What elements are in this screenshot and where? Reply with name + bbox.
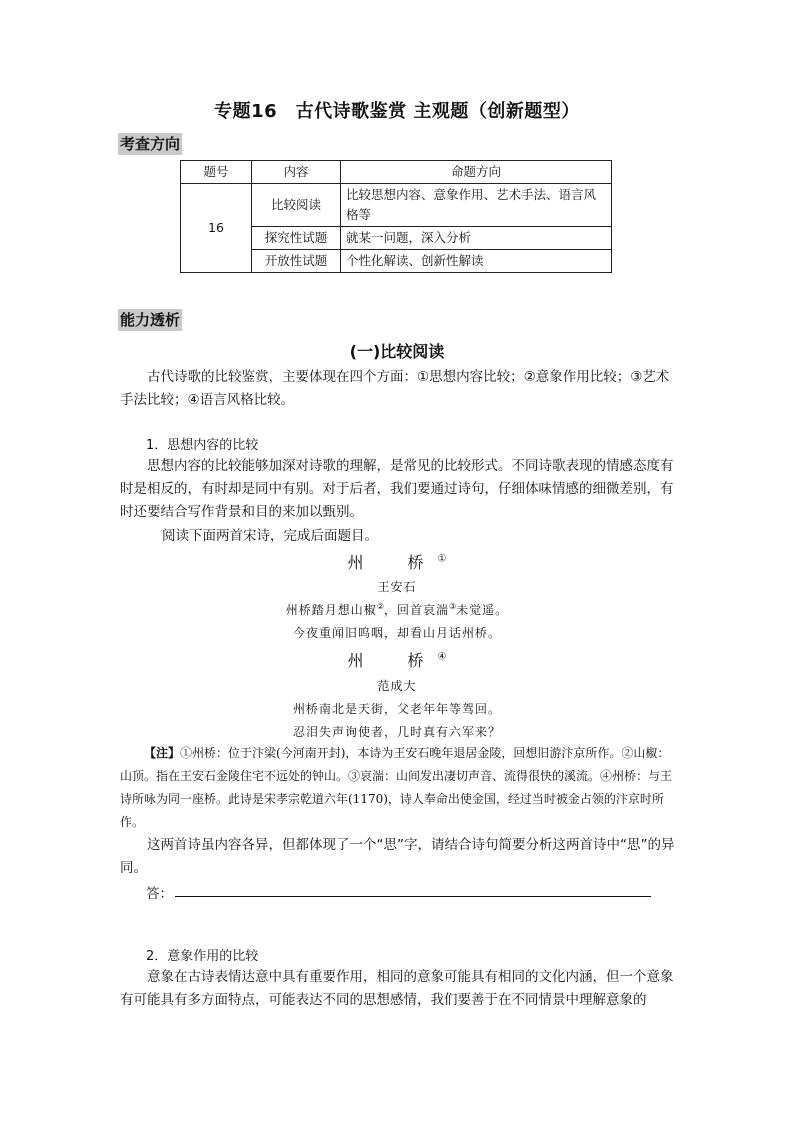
table-header-row [181, 161, 612, 184]
poem2-title-text: 州 桥 [347, 651, 438, 670]
poem1-title [0, 550, 794, 573]
item-heading-2: 2．意象作用的比较 [146, 949, 259, 964]
table-number-cell: 16 [181, 184, 252, 273]
table-row [181, 184, 612, 227]
item-heading-1: 1．思想内容的比较 [146, 438, 259, 453]
table-content-cell: 开放性试题 [252, 250, 341, 273]
answer-blank-line[interactable] [175, 896, 651, 897]
poem2-line-1: 州桥南北是天街，父老年年等驾回。 [292, 702, 501, 716]
note-text: ①州桥：位于汴梁(今河南开封)，本诗为王安石晚年退居金陵，回想旧游汴京所作。②山椒：山顶。指在王安石金陵住宅不远处的钟山。③哀湍：山间发出凄切声音、流得很快的溪流。④州桥：与王诗所咏为同一座桥。此诗是宋孝宗乾道六年(1170)，诗人奉命出使金国，经过当时被金占领的汴京时所作。 [120, 746, 673, 829]
poem1-line-1 [0, 601, 794, 618]
poem1-line-1-part: 州桥踏月想山椒 [285, 603, 377, 617]
poem2-title [0, 648, 794, 671]
table-header-cell: 题号 [181, 161, 252, 184]
poem1-line-2: 今夜重闻旧呜咽，却看山月话州桥。 [292, 626, 501, 640]
table-header-cell: 命题方向 [341, 161, 612, 184]
poem1-title-text: 州 桥 [347, 553, 438, 572]
question-text: 这两首诗虽内容各异，但都体现了一个“思”字，请结合诗句简要分析这两首诗中“思”的异同。 [120, 837, 675, 876]
answer-label: 答： [146, 886, 173, 902]
subsection-heading: (一)比较阅读 [349, 342, 445, 361]
item1-body: 思想内容的比较能够加深对诗歌的理解，是常见的比较形式。不同诗歌表现的情感态度有时是相反的，有时却是同中有别。对于后者，我们要通过诗句，仔细体味情感的细微差别，有时还要结合写作背景和目的来加以甄别。 [120, 458, 674, 520]
footnotes [120, 742, 680, 834]
poem2-author: 范成大 [377, 679, 417, 693]
topics-table [180, 160, 612, 273]
section-heading-exam-direction: 考查方向 [120, 135, 181, 153]
table-direction-cell: 就某一问题，深入分析 [341, 227, 612, 250]
reading-instruction: 阅读下面两首宋诗，完成后面题目。 [162, 528, 378, 544]
poem2-line-2: 忍泪失声询使者，几时真有六军来？ [292, 725, 501, 739]
page-title: 专题16 古代诗歌鉴赏 主观题（创新题型） [214, 101, 580, 122]
table-direction-cell: 个性化解读、创新性解读 [341, 250, 612, 273]
poem1-footnote-mark: ① [437, 553, 447, 565]
footnote-mark: ③ [449, 602, 457, 611]
table-content-cell: 探究性试题 [252, 227, 341, 250]
note-label: 【注】 [144, 746, 181, 760]
item2-body: 意象在古诗表情达意中具有重要作用，相同的意象可能具有相同的文化内涵，但一个意象有可能具有多方面特点，可能表达不同的思想感情，我们要善于在不同情景中理解意象的 [120, 969, 674, 1008]
table-direction-cell: 比较思想内容、意象作用、艺术手法、语言风格等 [341, 184, 612, 227]
poem2-footnote-mark: ④ [437, 651, 447, 663]
poem1-line-1-part: 未觉遥。 [456, 603, 509, 617]
table-header-cell: 内容 [252, 161, 341, 184]
poem1-author: 王安石 [377, 580, 417, 594]
poem1-line-1-part: ，回首哀湍 [383, 603, 449, 617]
table-content-cell: 比较阅读 [252, 184, 341, 227]
section-heading-ability-analysis: 能力透析 [120, 311, 181, 329]
intro-paragraph: 古代诗歌的比较鉴赏，主要体现在四个方面：①思想内容比较；②意象作用比较；③艺术手法比较；④语言风格比较。 [120, 369, 670, 408]
footnote-mark: ② [376, 602, 384, 611]
